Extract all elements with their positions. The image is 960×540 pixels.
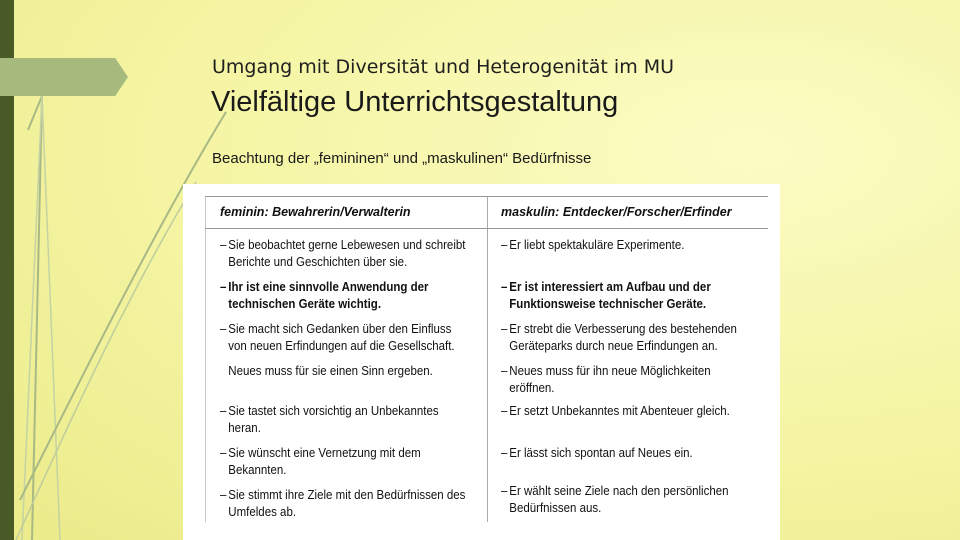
list-item-maskulin: – Er wählt seine Ziele nach den persönlichen Bedürfnissen aus. [501, 484, 729, 515]
slide-lead-text: Beachtung der „femininen“ und „maskulinen“ Bedürfnisse [212, 150, 592, 167]
column-header-maskulin: maskulin: Entdecker/Forscher/Erfinder [501, 205, 732, 219]
table-top-border [205, 196, 768, 197]
table-left-border [205, 196, 206, 522]
header-separator [205, 228, 768, 229]
slide-title: Vielfältige Unterrichtsgestaltung [211, 86, 619, 118]
list-item-feminin: – Ihr ist eine sinnvolle Anwendung der technischen Geräte wichtig. [220, 280, 429, 311]
list-item-maskulin: – Er strebt die Verbesserung des bestehenden Geräteparks durch neue Erfindungen an. [501, 322, 737, 353]
list-item-maskulin: – Neues muss für ihn neue Möglichkeiten eröffnen. [501, 364, 711, 395]
tab-arrow-shape [0, 58, 128, 96]
list-item-maskulin: – Er ist interessiert am Aufbau und der Funktionsweise technischer Geräte. [501, 280, 711, 311]
list-item-maskulin: – Er setzt Unbekanntes mit Abenteuer gleich. [501, 404, 730, 418]
column-header-feminin: feminin: Bewahrerin/Verwalterin [220, 205, 411, 219]
list-item-feminin: – Sie wünscht eine Vernetzung mit dem Bekannten. [220, 446, 421, 477]
list-item-maskulin: – Er liebt spektakuläre Experimente. [501, 238, 685, 252]
decor-curve-2 [16, 182, 196, 540]
decor-line-1 [28, 96, 42, 540]
list-item-feminin: – Sie macht sich Gedanken über den Einfluss von neuen Erfindungen auf die Gesellschaft. [220, 322, 455, 353]
list-item-feminin: – Sie beobachtet gerne Lebewesen und schreibt Berichte und Geschichten über sie. [220, 238, 466, 269]
list-item-feminin: – Sie tastet sich vorsichtig an Unbekanntes heran. [220, 404, 439, 435]
column-divider [487, 196, 488, 522]
list-item-feminin: Neues muss für sie einen Sinn ergeben. [228, 364, 433, 378]
list-item-feminin: – Sie stimmt ihre Ziele mit den Bedürfnissen des Umfeldes ab. [220, 488, 466, 519]
list-item-maskulin: – Er lässt sich spontan auf Neues ein. [501, 446, 693, 460]
slide-subtitle: Umgang mit Diversität und Heterogenität im MU [212, 56, 675, 78]
comparison-table-image [183, 184, 780, 540]
